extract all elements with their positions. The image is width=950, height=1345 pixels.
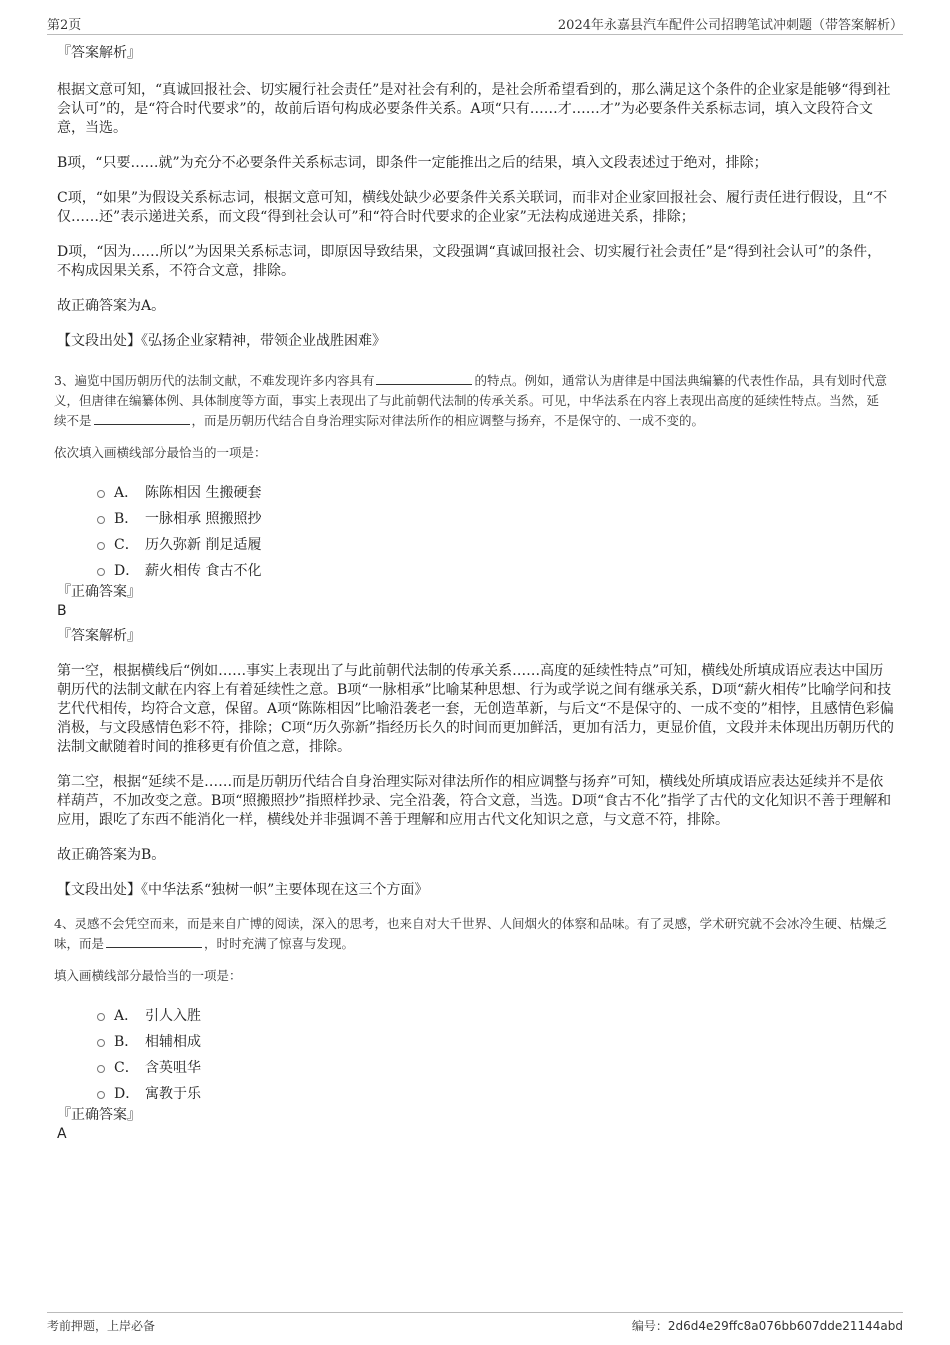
option-letter: C． — [114, 537, 139, 553]
option-c[interactable] — [57, 531, 895, 557]
option-b[interactable] — [57, 1028, 895, 1054]
question-text — [54, 371, 890, 431]
code-value: 2d6d4e29ffc8a076bb607dde21144abd — [667, 1319, 903, 1333]
option-a[interactable] — [57, 1002, 895, 1028]
conclusion: 故正确答案为A。 — [57, 298, 166, 314]
radio-icon[interactable] — [97, 568, 105, 576]
option-letter: B． — [114, 511, 139, 527]
source: 【文段出处】《弘扬企业家精神，带领企业战胜困难》 — [57, 333, 386, 349]
analysis-label: 『答案解析』 — [57, 628, 141, 644]
radio-icon[interactable] — [97, 1039, 105, 1047]
option-letter: B． — [114, 1034, 139, 1050]
option-letter: A． — [114, 1008, 139, 1024]
analysis-paragraph: C项，“如果”为假设关系标志词，根据文意可知，横线处缺少必要条件关系关联词，而非对企业家回报社会、履行责任进行假设，且“不仅……还”表示递进关系，而文段“得到社会认可”和“符合时代要求的企业家”无法构成递进关系，排除； — [57, 190, 888, 225]
question-text-part: 4、灵感不会凭空而来，而是来自广博的阅读，深入的思考，也来自对大千世界、人间烟火的体察和品味。有了灵感，学术研究就不会冰冷生硬、枯燥乏味，而是 — [54, 916, 887, 951]
document-code — [632, 1317, 903, 1334]
option-text: 相辅相成 — [145, 1034, 201, 1050]
radio-icon[interactable] — [97, 1091, 105, 1099]
question-text-part: 的特点。例如，通常认为唐律是中国法典编纂的代表性作品，具有划时代意义，但唐律在编纂体例、具体制度等方面，事实上表现出了与此前朝代法制的传承关系。可见，中华法系在内容上表现出高度的延续性特点。当然，延续不是 — [54, 373, 887, 428]
fill-blank — [106, 935, 202, 948]
analysis-paragraph: 根据文意可知，“真诚回报社会、切实履行社会责任”是对社会有利的，是社会所希望看到的，那么满足这个条件的企业家是能够“得到社会认可”的，是“符合时代要求”的，故前后语句构成必要条件关系。A项“只有……才……才”为必要条件关系标志词，填入文段符合文意，当选。 — [57, 82, 891, 136]
question-prompt: 依次填入画横线部分最恰当的一项是： — [54, 445, 267, 460]
correct-answer: A — [57, 1126, 67, 1142]
option-letter: D． — [114, 563, 140, 579]
option-d[interactable] — [57, 557, 895, 583]
source: 【文段出处】《中华法系“独树一帜”主要体现在这三个方面》 — [57, 882, 429, 898]
question-text-part: ，而是历朝历代结合自身治理实际对律法所作的相应调整与扬弃，不是保守的、一成不变的。 — [191, 413, 705, 428]
radio-icon[interactable] — [97, 542, 105, 550]
option-c[interactable] — [57, 1054, 895, 1080]
option-text: 薪火相传 食古不化 — [145, 563, 262, 579]
radio-icon[interactable] — [97, 1065, 105, 1073]
correct-answer: B — [57, 603, 67, 619]
page-footer — [47, 1312, 903, 1335]
fill-blank — [94, 412, 190, 425]
document-title: 2024年永嘉县汽车配件公司招聘笔试冲刺题（带答案解析） — [557, 18, 903, 33]
option-text: 一脉相承 照搬照抄 — [145, 511, 262, 527]
option-d[interactable] — [57, 1080, 895, 1106]
analysis-paragraph: 第一空，根据横线后“例如……事实上表现出了与此前朝代法制的传承关系……高度的延续性特点”可知，横线处所填成语应表达中国历朝历代的法制文献在内容上有着延续性之意。B项“一脉相承”比喻某种思想、行为或学说之间有继承关系，D项“薪火相传”比喻学问和技艺代代相传，均符合文意，保留。A项“陈陈相因”比喻沿袭老一套，无创造革新，与后文“不是保守的、一成不变的”相悖，且感情色彩偏消极，与文段感情色彩不符，排除；C项“历久弥新”指经历长久的时间而更加鲜活，更加有活力，更显价值，文段并未体现出历朝历代的法制文献随着时间的推移更有价值之意，排除。 — [57, 663, 895, 755]
radio-icon[interactable] — [97, 1013, 105, 1021]
page-number: 第2页 — [47, 18, 82, 33]
code-label: 编号： — [631, 1319, 668, 1333]
fill-blank — [376, 372, 472, 385]
option-a[interactable] — [57, 479, 895, 505]
question-4 — [54, 914, 895, 1144]
question-3 — [54, 371, 895, 900]
option-text: 历久弥新 削足适履 — [145, 537, 262, 553]
analysis-paragraph: B项，“只要……就”为充分不必要条件关系标志词，即条件一定能推出之后的结果，填入文段表述过于绝对，排除； — [57, 155, 768, 171]
option-text: 引人入胜 — [145, 1008, 201, 1024]
document-body — [54, 44, 895, 1144]
question-prompt: 填入画横线部分最恰当的一项是： — [54, 968, 242, 983]
analysis-paragraph: 第二空，根据“延续不是……而是历朝历代结合自身治理实际对律法所作的相应调整与扬弃”可知，横线处所填成语应表达延续并不是依样葫芦，不加改变之意。B项“照搬照抄”指照样抄录、完全沿袭，符合文意，当选。D项“食古不化”指学了古代的文化知识不善于理解和应用，跟吃了东西不能消化一样，横线处并非强调不善于理解和应用古代文化知识之意，与文意不符，排除。 — [57, 774, 892, 828]
analysis-paragraph: D项，“因为……所以”为因果关系标志词，即原因导致结果，文段强调“真诚回报社会、切实履行社会责任”是“得到社会认可”的条件，不构成因果关系，不符合文意，排除。 — [57, 244, 882, 279]
option-text: 含英咀华 — [145, 1060, 201, 1076]
option-list — [57, 479, 895, 583]
answer-analysis-block-2 — [57, 44, 895, 351]
correct-answer-label: 『正确答案』 — [57, 1107, 141, 1123]
option-b[interactable] — [57, 505, 895, 531]
option-letter: D． — [114, 1086, 140, 1102]
option-letter: A． — [114, 485, 139, 501]
question-text-part: ，时时充满了惊喜与发现。 — [204, 936, 355, 951]
page-header — [47, 12, 903, 35]
conclusion: 故正确答案为B。 — [57, 847, 166, 863]
question-text — [54, 914, 890, 954]
option-list — [57, 1002, 895, 1106]
correct-answer-label: 『正确答案』 — [57, 584, 141, 600]
option-letter: C． — [114, 1060, 139, 1076]
analysis-label: 『答案解析』 — [57, 45, 141, 61]
radio-icon[interactable] — [97, 490, 105, 498]
option-text: 陈陈相因 生搬硬套 — [145, 485, 262, 501]
question-text-part: 3、遍览中国历朝历代的法制文献，不难发现许多内容具有 — [54, 373, 375, 388]
radio-icon[interactable] — [97, 516, 105, 524]
option-text: 寓教于乐 — [145, 1086, 201, 1102]
footer-slogan: 考前押题，上岸必备 — [47, 1319, 156, 1333]
